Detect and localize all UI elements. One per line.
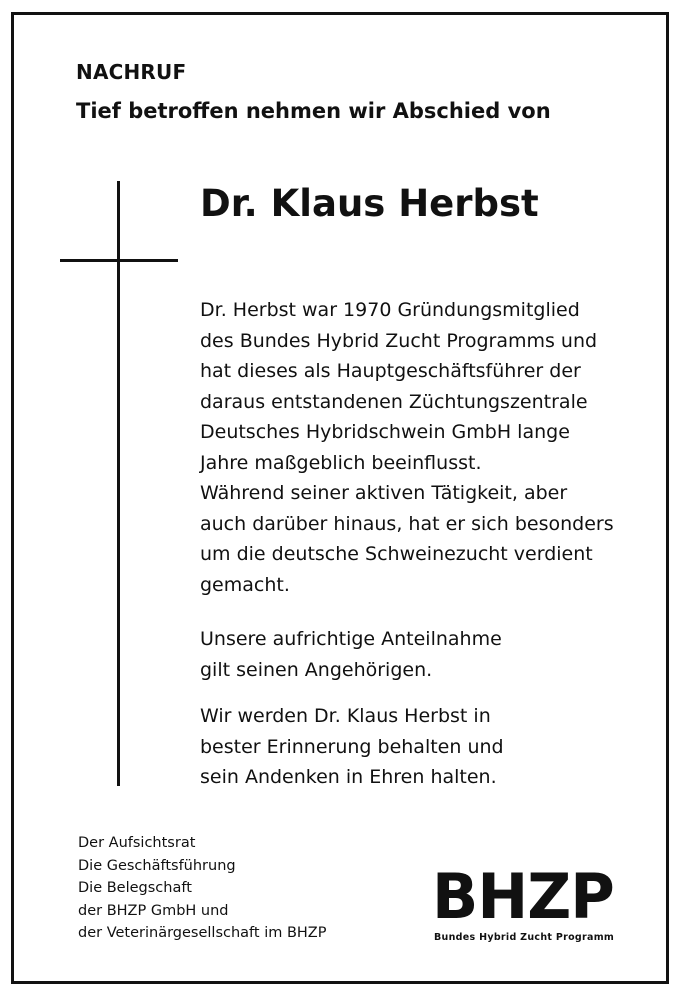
deceased-name: Dr. Klaus Herbst xyxy=(200,182,539,225)
signer-line: Die Geschäftsführung xyxy=(78,857,236,874)
bhzp-logo xyxy=(432,860,628,950)
notice-heading: NACHRUF xyxy=(76,60,187,84)
text-line: Während seiner aktiven Tätigkeit, aber xyxy=(200,482,568,504)
cross-icon-horizontal xyxy=(60,259,178,262)
text-line: daraus entstandenen Züchtungszentrale xyxy=(200,390,588,413)
tribute-paragraph xyxy=(200,295,614,600)
condolence-paragraph xyxy=(200,624,502,685)
text-line: um die deutsche Schweinezucht verdient xyxy=(200,543,593,565)
remembrance-paragraph xyxy=(200,701,504,793)
signers-list xyxy=(78,832,326,945)
text-line: Dr. Herbst war 1970 Gründungsmitglied xyxy=(200,299,580,321)
text-line: sein Andenken in Ehren halten. xyxy=(200,766,497,788)
cross-icon-vertical xyxy=(117,181,120,786)
text-line: bester Erinnerung behalten und xyxy=(200,735,504,758)
notice-subheading: Tief betroffen nehmen wir Abschied von xyxy=(76,99,551,123)
signer-line: der BHZP GmbH und xyxy=(78,902,229,919)
signer-line: Der Aufsichtsrat xyxy=(78,835,196,851)
text-line: auch darüber hinaus, hat er sich besonders xyxy=(200,512,614,535)
text-line: des Bundes Hybrid Zucht Programms und xyxy=(200,329,598,352)
signer-line: Die Belegschaft xyxy=(78,880,192,896)
logo-tagline: Bundes Hybrid Zucht Programm xyxy=(434,932,615,943)
logo-wordmark: BHZP xyxy=(432,860,614,933)
text-line: Deutsches Hybridschwein GmbH lange xyxy=(200,421,570,443)
signer-line: der Veterinärgesellschaft im BHZP xyxy=(78,925,327,941)
text-line: Wir werden Dr. Klaus Herbst in xyxy=(200,705,491,727)
text-line: Jahre maßgeblich beeinflusst. xyxy=(200,451,482,474)
text-line: hat dieses als Hauptgeschäftsführer der xyxy=(200,360,581,382)
text-line: gilt seinen Angehörigen. xyxy=(200,658,433,681)
text-line: gemacht. xyxy=(200,573,290,596)
text-line: Unsere aufrichtige Anteilnahme xyxy=(200,628,502,650)
